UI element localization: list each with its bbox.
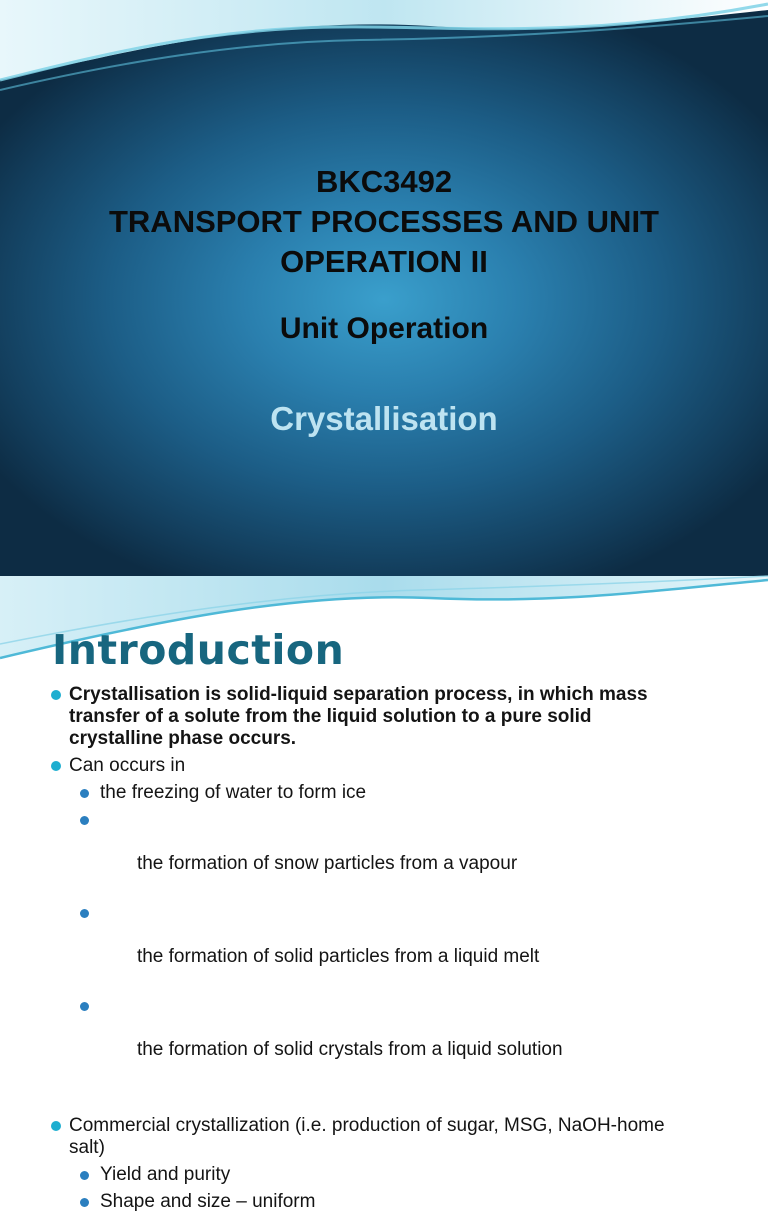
bullet-dot-icon [51, 761, 61, 771]
sub-bullet-item [0, 1191, 768, 1213]
sub-bullet-text: the freezing of water to form ice [100, 782, 367, 803]
sub-bullet-item [0, 782, 768, 804]
sub-bullet-text: the formation of solid particles from a liquid melt [131, 946, 540, 967]
bullet-line: Crystallisation is solid-liquid separation process, in which mass [69, 684, 648, 705]
sub-bullet-text: Shape and size – uniform [100, 1191, 316, 1212]
course-heading [0, 162, 768, 282]
sub-bullet-text: the formation of snow particles from a vapour [131, 853, 518, 874]
sub-bullet-dot-icon [80, 1198, 89, 1207]
bullet-item [0, 755, 768, 777]
bullet-item [0, 1115, 768, 1159]
sub-bullet-dot-icon [80, 1002, 89, 1011]
bullet-line: transfer of a solute from the liquid solution to a pure solid [69, 706, 592, 727]
sub-bullet-text: Yield and purity [100, 1164, 231, 1185]
sub-bullet-dot-icon [80, 909, 89, 918]
slide-title: Introduction [52, 626, 345, 674]
bullet-line: Commercial crystallization (i.e. production of sugar, MSG, NaOH-home [69, 1115, 665, 1136]
sub-bullet-dot-icon [80, 816, 89, 825]
sub-bullet-item [0, 809, 768, 897]
title-slide [0, 0, 768, 576]
bullet-item [0, 684, 768, 750]
bullet-list [0, 684, 768, 1213]
course-code: BKC3492 [315, 164, 453, 199]
sub-bullet-dot-icon [80, 789, 89, 798]
sub-bullet-item [0, 1164, 768, 1186]
sub-bullet-item [0, 995, 768, 1083]
subject-title: Crystallisation [270, 400, 498, 437]
sub-bullet-text: the formation of solid crystals from a liquid solution [131, 1039, 563, 1060]
bullet-dot-icon [51, 690, 61, 700]
bullet-line: crystalline phase occurs. [69, 728, 297, 749]
intro-slide [0, 576, 768, 1212]
course-title-line2: OPERATION II [280, 244, 488, 279]
bullet-line: salt) [69, 1137, 105, 1158]
course-title-line1: TRANSPORT PROCESSES AND UNIT [108, 204, 659, 239]
bullet-dot-icon [51, 1121, 61, 1131]
section-title: Unit Operation [279, 312, 489, 345]
wave-decoration [0, 0, 768, 110]
sub-bullet-item [0, 902, 768, 990]
sub-bullet-dot-icon [80, 1171, 89, 1180]
bullet-line: Can occurs in [69, 755, 186, 776]
